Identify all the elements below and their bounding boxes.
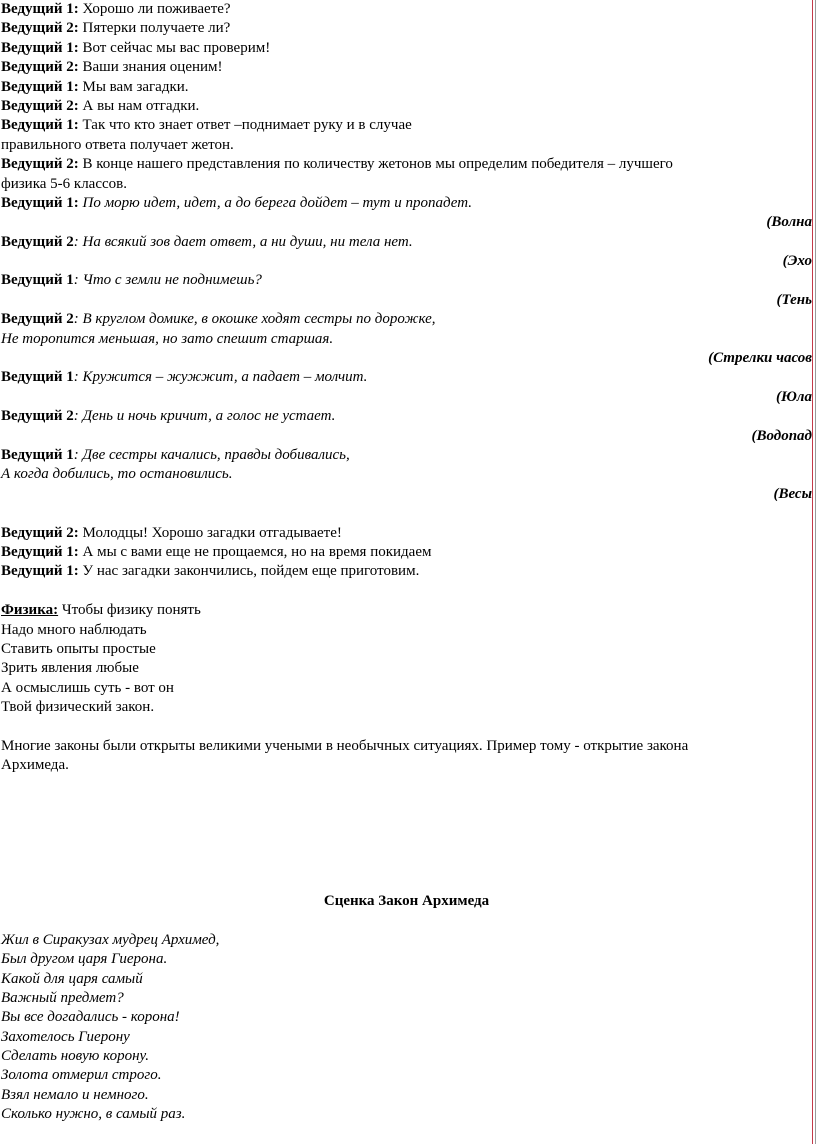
dialogue-text: Хорошо ли поживаете? xyxy=(78,1,231,17)
speaker-label: Ведущий 1 xyxy=(1,272,74,289)
riddle-text: : На всякий зов дает ответ, а ни души, ни тела нет. xyxy=(73,233,413,250)
dialogue-line xyxy=(0,543,812,562)
dialogue-text: У нас загадки закончились, пойдем еще приготовим. xyxy=(78,563,420,580)
riddle-line xyxy=(0,446,812,465)
poem-line: А осмыслишь суть - вот он xyxy=(1,679,174,696)
poem-speaker-label: Физика: xyxy=(1,602,59,619)
dialogue-text: А мы с вами еще не прощаемся, но на время покидаем xyxy=(78,543,432,560)
speaker-label: Ведущий 2 xyxy=(1,408,74,425)
riddle-answer: (Эхо xyxy=(782,253,812,270)
spacer xyxy=(0,873,812,892)
scene-line: Жил в Сиракузах мудрец Архимед, xyxy=(1,931,220,948)
riddle-answer: (Юла xyxy=(775,388,812,405)
page-margin-line xyxy=(812,0,813,1144)
poem-line: Зрить явления любые xyxy=(1,660,139,677)
spacer xyxy=(0,814,812,833)
dialogue-line xyxy=(0,136,812,155)
scene-line: Сколько нужно, в самый раз. xyxy=(1,1106,186,1123)
dialogue-text: Так что кто знает ответ –поднимает руку и в случае xyxy=(78,117,412,134)
speaker-label: Ведущий 2: xyxy=(1,524,79,541)
spacer xyxy=(0,911,812,930)
dialogue-text: правильного ответа получает жетон. xyxy=(1,136,234,153)
speaker-label: Ведущий 2 xyxy=(1,233,74,250)
riddle-text: : В круглом домике, в окошке ходят сестры по дорожке, xyxy=(73,311,436,328)
riddle-text: : День и ночь кричит, а голос не устает. xyxy=(73,408,336,425)
scene-line: Вы все догадались - корона! xyxy=(1,1009,180,1026)
speaker-label: Ведущий 1 xyxy=(1,446,74,463)
dialogue-line xyxy=(0,19,812,38)
dialogue-text: В конце нашего представления по количеству жетонов мы определим победителя – лучшего xyxy=(78,156,673,173)
speaker-label: Ведущий 1: xyxy=(1,78,79,95)
dialogue-text: Мы вам загадки. xyxy=(78,78,189,95)
spacer xyxy=(0,834,812,853)
riddle-text: : Что с земли не поднимешь? xyxy=(73,272,262,289)
speaker-label: Ведущий 2 xyxy=(1,311,74,328)
dialogue-text: Пятерки получаете ли? xyxy=(78,20,231,37)
spacer xyxy=(0,853,812,872)
riddle-answer: (Тень xyxy=(776,291,812,308)
dialogue-line xyxy=(0,78,812,97)
speaker-label: Ведущий 1: xyxy=(1,117,79,134)
speaker-label: Ведущий 2: xyxy=(1,97,79,114)
scene-line: Взял немало и немного. xyxy=(1,1086,149,1103)
dialogue-text: Молодцы! Хорошо загадки отгадываете! xyxy=(78,524,342,541)
dialogue-line xyxy=(0,175,812,194)
spacer xyxy=(0,717,812,736)
dialogue-text: Вот сейчас мы вас проверим! xyxy=(78,39,271,56)
dialogue-line xyxy=(0,524,812,543)
scene-line: Какой для царя самый xyxy=(1,970,143,987)
riddle-answer: (Стрелки часов xyxy=(708,350,812,367)
speaker-label: Ведущий 2: xyxy=(1,20,79,37)
dialogue-line xyxy=(0,58,812,77)
scene-line: Был другом царя Гиерона. xyxy=(1,951,168,968)
poem-line: Ставить опыты простые xyxy=(1,640,156,657)
paragraph-line: Архимеда. xyxy=(1,757,69,774)
poem-line: Надо много наблюдать xyxy=(1,621,147,638)
scene-title: Сценка Закон Архимеда xyxy=(323,892,490,909)
poem-text: Чтобы физику понять xyxy=(58,602,201,619)
riddle-text: А когда добились, то остановились. xyxy=(1,466,233,483)
riddle-answer: (Волна xyxy=(766,214,812,231)
dialogue-line xyxy=(0,39,812,58)
dialogue-text: Ваши знания оценим! xyxy=(78,59,223,76)
speaker-label: Ведущий 2: xyxy=(1,59,79,76)
poem-line: Твой физический закон. xyxy=(1,699,155,716)
riddle-line xyxy=(0,407,812,426)
speaker-label: Ведущий 1: xyxy=(1,543,79,560)
riddle-line xyxy=(0,368,812,387)
scene-line: Золота отмерил строго. xyxy=(1,1067,162,1084)
dialogue-text: физика 5-6 классов. xyxy=(1,175,127,192)
speaker-label: Ведущий 1: xyxy=(1,1,79,17)
dialogue-line xyxy=(0,97,812,116)
dialogue-line xyxy=(0,0,812,19)
speaker-label: Ведущий 1: xyxy=(1,194,79,211)
riddle-line xyxy=(0,233,812,252)
riddle-answer: (Весы xyxy=(773,485,812,502)
speaker-label: Ведущий 1: xyxy=(1,563,79,580)
riddle-line xyxy=(0,271,812,290)
riddle-line xyxy=(0,310,812,329)
riddle-answer: (Водопад xyxy=(751,427,812,444)
dialogue-text: А вы нам отгадки. xyxy=(78,97,200,114)
speaker-label: Ведущий 2: xyxy=(1,156,79,173)
riddle-text: : Кружится – жужжит, а падает – молчит. xyxy=(73,369,368,386)
paragraph-line: Многие законы были открыты великими учеными в необычных ситуациях. Пример тому - открытие закона xyxy=(1,737,689,754)
riddle-text: По морю идет, идет, а до берега дойдет – тут и пропадет. xyxy=(82,194,473,211)
dialogue-line xyxy=(0,116,812,135)
spacer xyxy=(0,504,812,523)
riddle-line xyxy=(0,194,812,213)
spacer xyxy=(0,776,812,795)
riddle-text: Не торопится меньшая, но зато спешит старшая. xyxy=(1,330,334,347)
dialogue-line xyxy=(0,562,812,581)
scene-line: Захотелось Гиерону xyxy=(1,1028,130,1045)
poem-line xyxy=(0,601,812,620)
spacer xyxy=(0,795,812,814)
dialogue-line xyxy=(0,155,812,174)
speaker-label: Ведущий 1: xyxy=(1,39,79,56)
scene-line: Важный предмет? xyxy=(1,989,124,1006)
spacer xyxy=(0,582,812,601)
riddle-text: : Две сестры качались, правды добивались, xyxy=(73,446,350,463)
speaker-label: Ведущий 1 xyxy=(1,369,74,386)
scene-line: Сделать новую корону. xyxy=(1,1048,149,1065)
